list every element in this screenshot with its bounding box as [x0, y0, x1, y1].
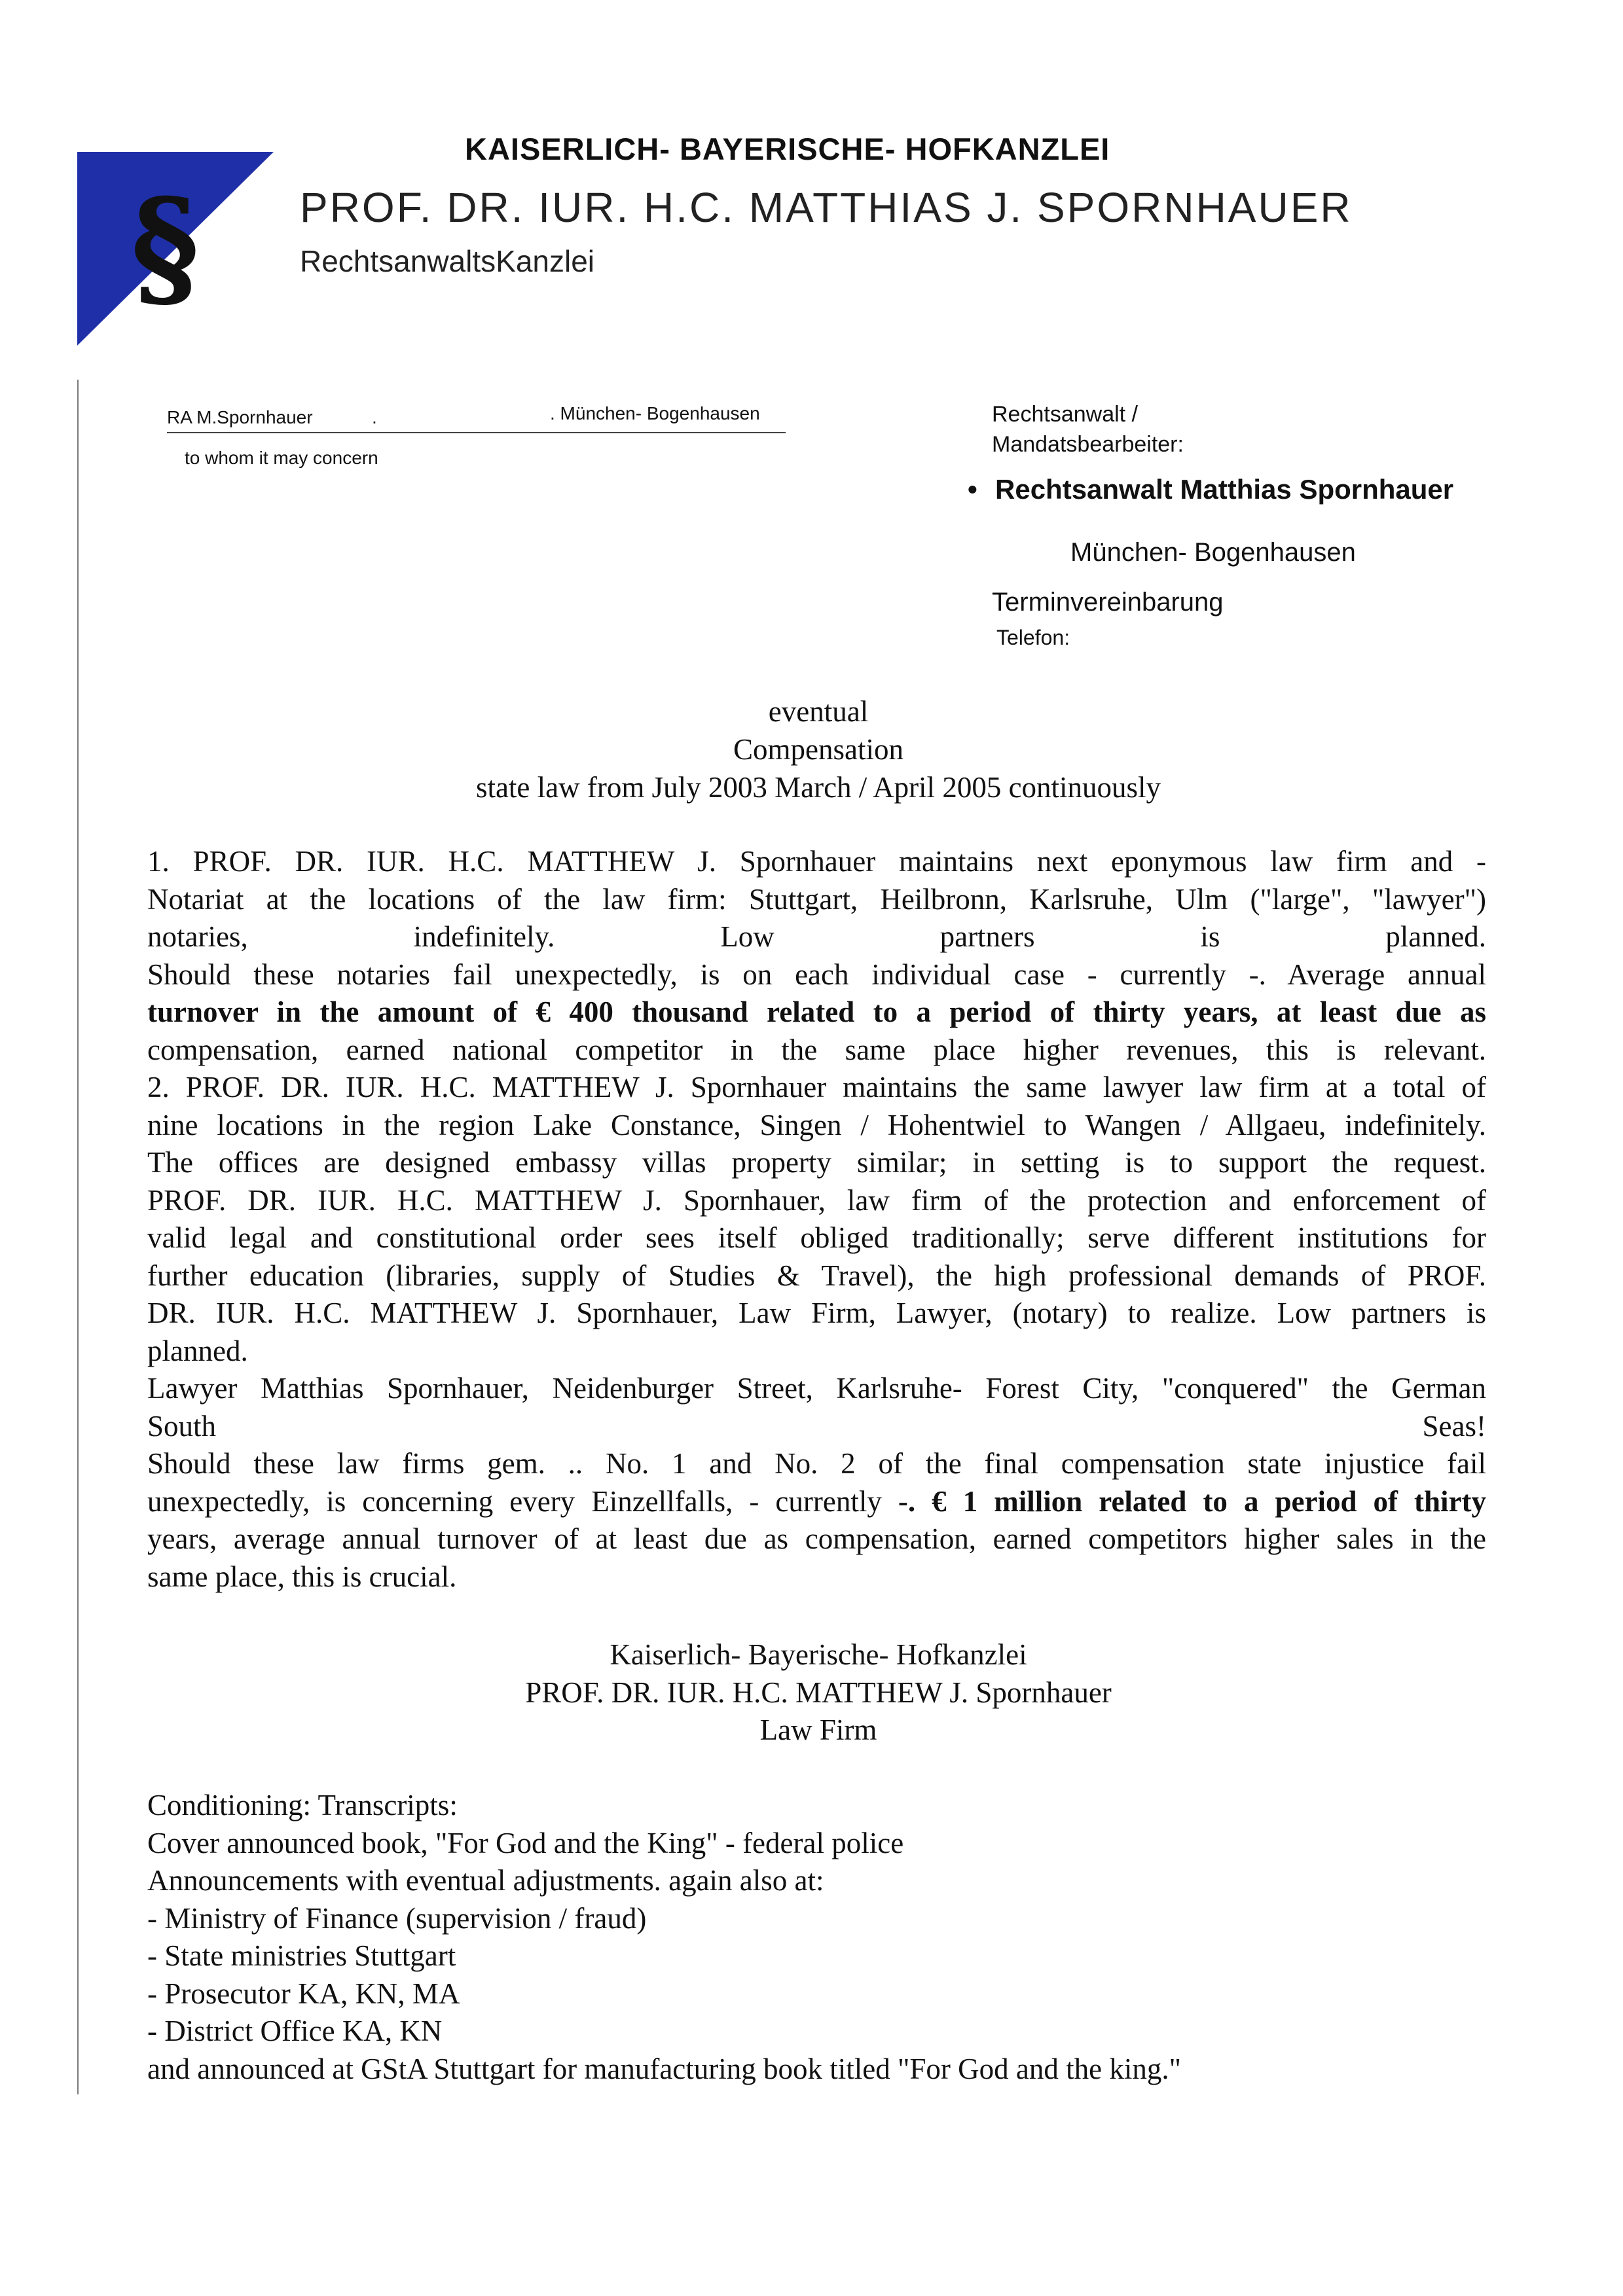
body-line: [147, 1445, 1486, 1483]
letterhead-chancery-name: KAISERLICH- BAYERISCHE- HOFKANZLEI: [465, 132, 1110, 166]
handler-label: Rechtsanwalt /: [992, 402, 1138, 427]
handler-city: München- Bogenhausen: [1070, 538, 1356, 567]
letterhead-lawyer-name: PROF. DR. IUR. H.C. MATTHIAS J. SPORNHAUER: [300, 184, 1353, 231]
body-line: South Seas!: [147, 1409, 1486, 1443]
body-line: Notariat at the locations of the law firm: Stuttgart, Heilbronn, Karlsruhe, Ulm ("large", "lawyer"): [147, 882, 1486, 916]
appointment-label: Terminvereinbarung: [992, 588, 1224, 617]
body-line: Lawyer Matthias Spornhauer, Neidenburger Street, Karlsruhe- Forest City, "conquered" the German: [147, 1372, 1486, 1405]
body-line: PROF. DR. IUR. H.C. MATTHEW J. Spornhauer, law firm of the protection and enforcement of: [147, 1183, 1486, 1217]
conditioning-block: [147, 1787, 1181, 2088]
recipient-line: to whom it may concern: [185, 448, 378, 468]
list-item: - Prosecutor KA, KN, MA: [147, 1977, 460, 2010]
bullet-icon: •: [968, 474, 977, 505]
body-line: years, average annual turnover of at least due as compensation, earned competitors higher sales in the: [147, 1522, 1486, 1555]
body-line: same place, this is crucial.: [147, 1560, 457, 1593]
closing-line: Law Firm: [759, 1713, 877, 1746]
list-item: - State ministries Stuttgart: [147, 1939, 456, 1972]
conditioning-heading: Conditioning: Transcripts:: [147, 1789, 458, 1821]
body-line: valid legal and constitutional order sees itself obliged traditionally; serve different institutions for: [147, 1221, 1486, 1254]
letter-body: [147, 843, 1486, 1596]
body-text: Should these law firms gem. .. No. 1 and No. 2 of the final compensation state injustice fail: [147, 1447, 1486, 1480]
conditioning-final: and announced at GStA Stuttgart for manufacturing book titled "For God and the king.": [147, 2052, 1181, 2085]
body-line: [147, 1483, 1486, 1521]
subject-line: Compensation: [733, 733, 903, 766]
sender-line-divider: [167, 432, 786, 433]
body-line: DR. IUR. H.C. MATTHEW J. Spornhauer, Law Firm, Lawyer, (notary) to realize. Low partners is: [147, 1297, 1486, 1329]
body-line: further education (libraries, supply of Studies & Travel), the high professional demands of PROF.: [147, 1259, 1486, 1292]
body-text-emphasis: -. € 1 million related to a period of thirty: [898, 1484, 1487, 1518]
conditioning-line: Announcements with eventual adjustments. again also at:: [147, 1864, 824, 1897]
subject-line: state law from July 2003 March / April 2005 continuously: [475, 771, 1161, 804]
body-text: unexpectedly, is concerning every Einzellfalls, - currently: [147, 1484, 882, 1518]
sender-separator: .: [372, 407, 377, 427]
sender-name: RA M.Spornhauer: [167, 407, 313, 427]
list-item: - Ministry of Finance (supervision / fraud): [147, 1901, 647, 1935]
sender-place: . München- Bogenhausen: [550, 403, 760, 423]
closing-block: [367, 1636, 1270, 1749]
body-line: compensation, earned national competitor in the same place higher revenues, this is relevant.: [147, 1033, 1486, 1066]
body-line: Should these notaries fail unexpectedly, is on each individual case - currently -. Average annual: [147, 958, 1486, 991]
phone-label: Telefon:: [996, 626, 1070, 649]
closing-line: PROF. DR. IUR. H.C. MATTHEW J. Spornhauer: [525, 1676, 1112, 1709]
conditioning-line: Cover announced book, "For God and the King" - federal police: [147, 1826, 904, 1859]
body-line: 2. PROF. DR. IUR. H.C. MATTHEW J. Spornhauer maintains the same lawyer law firm at a total of: [147, 1071, 1486, 1103]
subject-line: eventual: [768, 695, 869, 728]
handler-name: Rechtsanwalt Matthias Spornhauer: [995, 474, 1454, 505]
list-item: - District Office KA, KN: [147, 2015, 443, 2047]
letterhead-firm-type: RechtsanwaltsKanzlei: [300, 244, 595, 278]
closing-line: Kaiserlich- Bayerische- Hofkanzlei: [610, 1638, 1027, 1671]
body-line-emphasis: turnover in the amount of € 400 thousand related to a period of thirty years, at least due as: [147, 996, 1486, 1028]
body-line: planned.: [147, 1334, 248, 1367]
subject-block: [367, 692, 1270, 806]
body-line: notaries, indefinitely. Low partners is planned.: [147, 920, 1486, 953]
body-line: The offices are designed embassy villas property similar; in setting is to support the request.: [147, 1146, 1486, 1179]
handler-label-cont: Mandatsbearbeiter:: [992, 432, 1184, 457]
paragraph-sign-icon: §: [131, 170, 200, 324]
body-line: nine locations in the region Lake Constance, Singen / Hohentwiel to Wangen / Allgaeu, indefinitely.: [147, 1108, 1486, 1141]
body-line: 1. PROF. DR. IUR. H.C. MATTHEW J. Spornhauer maintains next eponymous law firm and -: [147, 845, 1486, 878]
left-margin-rule: [77, 380, 79, 2094]
